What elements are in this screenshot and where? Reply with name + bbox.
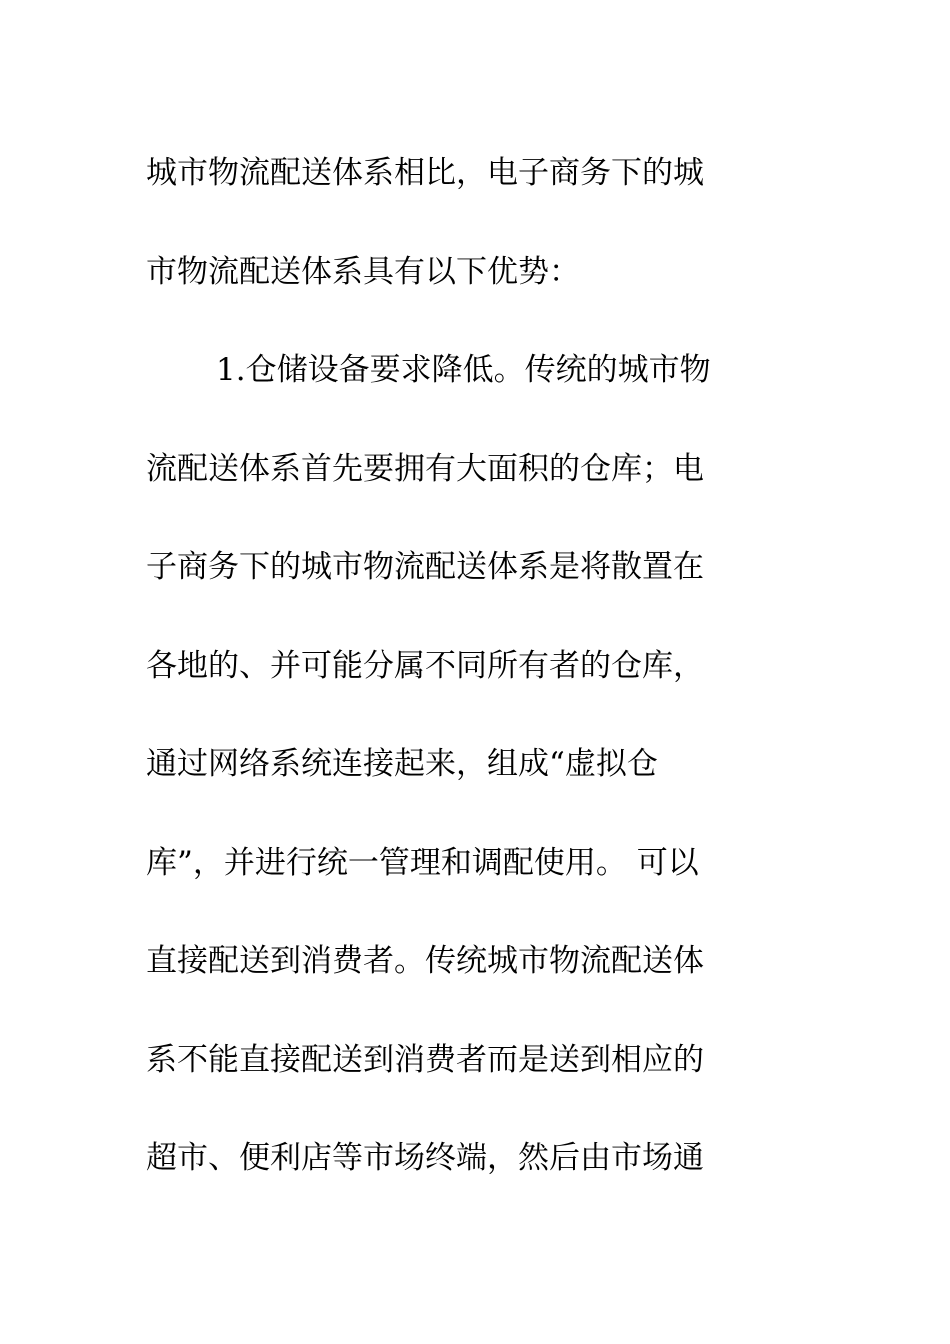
text-line: 系不能直接配送到消费者而是送到相应的 xyxy=(146,1041,704,1078)
text-line: 通过网络系统连接起来，组成“虚拟仓 xyxy=(146,746,658,782)
text-line: 各地的、并可能分属不同所有者的仓库， xyxy=(146,647,704,684)
text-line: 子商务下的城市物流配送体系是将散置在 xyxy=(146,549,704,585)
text-line: 库”，并进行统一管理和调配使用。 可以 xyxy=(146,844,699,881)
text-line: 1.仓储设备要求降低。传统的城市物 xyxy=(216,352,711,388)
text-line: 城市物流配送体系相比，电子商务下的城 xyxy=(146,155,704,191)
text-line: 超市、便利店等市场终端，然后由市场通 xyxy=(146,1140,704,1176)
text-line: 市物流配送体系具有以下优势： xyxy=(146,253,580,290)
text-line: 流配送体系首先要拥有大面积的仓库；电 xyxy=(146,450,704,487)
body-text xyxy=(146,124,806,1208)
text-line: 直接配送到消费者。传统城市物流配送体 xyxy=(146,943,704,979)
